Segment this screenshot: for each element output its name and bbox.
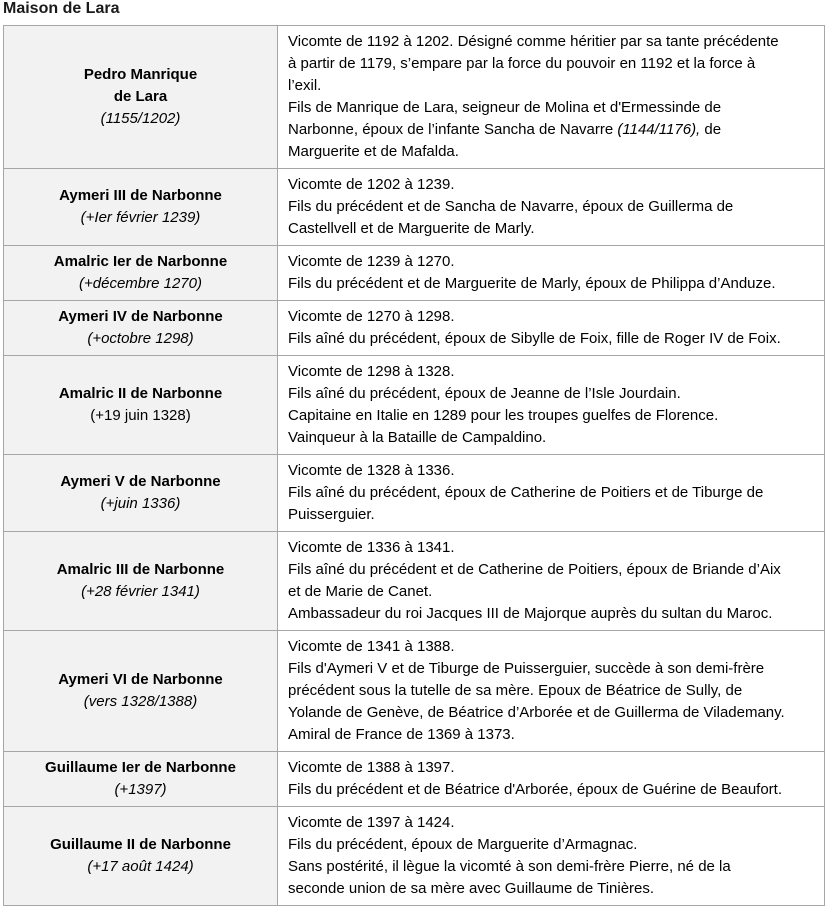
description-line — [288, 75, 814, 97]
description-text: Fils d'Aymeri V et de Tiburge de Puisserguier, succède à son demi-frère — [288, 660, 765, 677]
description-text: précédent sous la tutelle de sa mère. Epoux de Béatrice de Sully, de — [288, 682, 743, 699]
ruler-name: Aymeri IV de Narbonne — [58, 308, 223, 325]
table-row — [4, 455, 825, 532]
description-text: Amiral de France de 1369 à 1373. — [288, 726, 515, 743]
ruler-name: Amalric III de Narbonne — [56, 561, 225, 578]
ruler-name: Aymeri V de Narbonne — [60, 473, 221, 490]
table-row — [4, 301, 825, 356]
description-text: Fils de Manrique de Lara, seigneur de Molina et d'Ermessinde de — [288, 99, 722, 116]
description-line — [288, 405, 814, 427]
description-line — [288, 53, 814, 75]
description-text: Vicomte de 1202 à 1239. — [288, 176, 455, 193]
ruler-name: Pedro Manrique — [83, 66, 198, 83]
description-text: Vicomte de 1239 à 1270. — [288, 253, 455, 270]
description-text: Fils du précédent et de Marguerite de Marly, époux de Philippa d’Anduze. — [288, 275, 776, 292]
description-line — [288, 812, 814, 834]
ruler-name: Amalric II de Narbonne — [58, 385, 223, 402]
ruler-description-cell — [278, 752, 825, 807]
ruler-name-cell — [4, 246, 278, 301]
description-line — [288, 537, 814, 559]
table-row — [4, 631, 825, 752]
description-text: seconde union de sa mère avec Guillaume de Tinières. — [288, 880, 655, 897]
description-text: Puisserguier. — [288, 506, 375, 523]
table-row — [4, 807, 825, 906]
description-text: Marguerite et de Mafalda. — [288, 143, 459, 160]
description-line — [288, 273, 814, 295]
ruler-dates: (1155/1202) — [100, 110, 181, 127]
description-line — [288, 559, 814, 581]
rulers-table — [3, 25, 825, 906]
ruler-dates: (+octobre 1298) — [87, 330, 194, 347]
description-line — [288, 658, 814, 680]
table-row — [4, 26, 825, 169]
description-line — [288, 482, 814, 504]
description-line — [288, 383, 814, 405]
description-text: Vainqueur à la Bataille de Campaldino. — [288, 429, 547, 446]
description-line — [288, 834, 814, 856]
ruler-dates: (+19 juin 1328) — [90, 407, 191, 424]
description-line — [288, 218, 814, 240]
description-text: Vicomte de 1397 à 1424. — [288, 814, 455, 831]
description-text: Castellvell et de Marguerite de Marly. — [288, 220, 535, 237]
ruler-name-cell — [4, 752, 278, 807]
description-text: Yolande de Genève, de Béatrice d’Arborée et de Guillerma de Vilademany. — [288, 704, 785, 721]
ruler-description-cell — [278, 26, 825, 169]
description-line — [288, 361, 814, 383]
ruler-description-cell — [278, 169, 825, 246]
description-text: Vicomte de 1341 à 1388. — [288, 638, 455, 655]
ruler-dates: (vers 1328/1388) — [83, 693, 198, 710]
ruler-description-cell — [278, 356, 825, 455]
description-text: Ambassadeur du roi Jacques III de Majorque auprès du sultan du Maroc. — [288, 605, 773, 622]
description-text: Vicomte de 1328 à 1336. — [288, 462, 455, 479]
description-text: Vicomte de 1336 à 1341. — [288, 539, 455, 556]
ruler-name-cell — [4, 631, 278, 752]
ruler-name-cell — [4, 26, 278, 169]
description-text: Vicomte de 1192 à 1202. Désigné comme héritier par sa tante précédente — [288, 33, 779, 50]
page-title: Maison de Lara — [3, 0, 120, 17]
table-row — [4, 532, 825, 631]
ruler-description-cell — [278, 455, 825, 532]
description-line — [288, 779, 814, 801]
ruler-name-cell — [4, 169, 278, 246]
description-line — [288, 427, 814, 449]
ruler-name: Guillaume II de Narbonne — [50, 836, 231, 853]
description-line — [288, 702, 814, 724]
description-line — [288, 328, 814, 350]
description-text: Capitaine en Italie en 1289 pour les troupes guelfes de Florence. — [288, 407, 719, 424]
description-line — [288, 504, 814, 526]
ruler-name: Amalric Ier de Narbonne — [53, 253, 228, 270]
ruler-description-cell — [278, 301, 825, 356]
ruler-description-cell — [278, 246, 825, 301]
table-row — [4, 169, 825, 246]
description-line — [288, 31, 814, 53]
rulers-table-body — [4, 26, 825, 906]
description-text: Vicomte de 1298 à 1328. — [288, 363, 455, 380]
ruler-dates: (+Ier février 1239) — [80, 209, 201, 226]
description-text: l’exil. — [288, 77, 322, 94]
description-line — [288, 460, 814, 482]
ruler-name: Aymeri III de Narbonne — [59, 187, 222, 204]
description-text: Fils du précédent et de Béatrice d'Arborée, époux de Guérine de Beaufort. — [288, 781, 783, 798]
ruler-name-cell — [4, 356, 278, 455]
table-row — [4, 356, 825, 455]
description-line — [288, 724, 814, 746]
description-text-after: de — [700, 121, 722, 138]
ruler-description-cell — [278, 631, 825, 752]
ruler-dates: (+1397) — [114, 781, 167, 798]
description-text: Fils du précédent et de Sancha de Navarre, époux de Guillerma de — [288, 198, 734, 215]
description-text: Fils aîné du précédent, époux de Jeanne de l’Isle Jourdain. — [288, 385, 681, 402]
description-line — [288, 141, 814, 163]
description-line — [288, 757, 814, 779]
description-line — [288, 196, 814, 218]
description-text: Fils du précédent, époux de Marguerite d’Armagnac. — [288, 836, 638, 853]
table-row — [4, 246, 825, 301]
ruler-dates: (+17 août 1424) — [87, 858, 194, 875]
ruler-name: de Lara — [113, 88, 168, 105]
ruler-dates: (+juin 1336) — [100, 495, 181, 512]
ruler-name-cell — [4, 807, 278, 906]
description-line — [288, 856, 814, 878]
description-text: Sans postérité, il lègue la vicomté à son demi-frère Pierre, né de la — [288, 858, 731, 875]
ruler-description-cell — [278, 807, 825, 906]
description-line — [288, 97, 814, 119]
description-line — [288, 636, 814, 658]
ruler-name: Guillaume Ier de Narbonne — [45, 759, 236, 776]
ruler-description-cell — [278, 532, 825, 631]
description-text: Fils aîné du précédent, époux de Catherine de Poitiers et de Tiburge de — [288, 484, 764, 501]
description-text: et de Marie de Canet. — [288, 583, 433, 600]
table-row — [4, 752, 825, 807]
description-line — [288, 251, 814, 273]
description-text: Vicomte de 1270 à 1298. — [288, 308, 455, 325]
description-line — [288, 680, 814, 702]
ruler-name-cell — [4, 301, 278, 356]
description-line — [288, 119, 814, 141]
description-line — [288, 603, 814, 625]
description-text: Narbonne, époux de l’infante Sancha de Navarre — [288, 121, 614, 138]
description-text: à partir de 1179, s’empare par la force du pouvoir en 1192 et la force à — [288, 55, 756, 72]
description-line — [288, 878, 814, 900]
description-text: Vicomte de 1388 à 1397. — [288, 759, 455, 776]
description-text: Fils aîné du précédent et de Catherine de Poitiers, époux de Briande d’Aix — [288, 561, 781, 578]
ruler-dates: (+décembre 1270) — [79, 275, 202, 292]
description-line — [288, 581, 814, 603]
ruler-dates: (+28 février 1341) — [81, 583, 200, 600]
description-line — [288, 306, 814, 328]
ruler-name: Aymeri VI de Narbonne — [58, 671, 223, 688]
description-italic-dates: (1144/1176), — [617, 121, 701, 138]
description-line — [288, 174, 814, 196]
description-text: Fils aîné du précédent, époux de Sibylle de Foix, fille de Roger IV de Foix. — [288, 330, 781, 347]
ruler-name-cell — [4, 455, 278, 532]
ruler-name-cell — [4, 532, 278, 631]
